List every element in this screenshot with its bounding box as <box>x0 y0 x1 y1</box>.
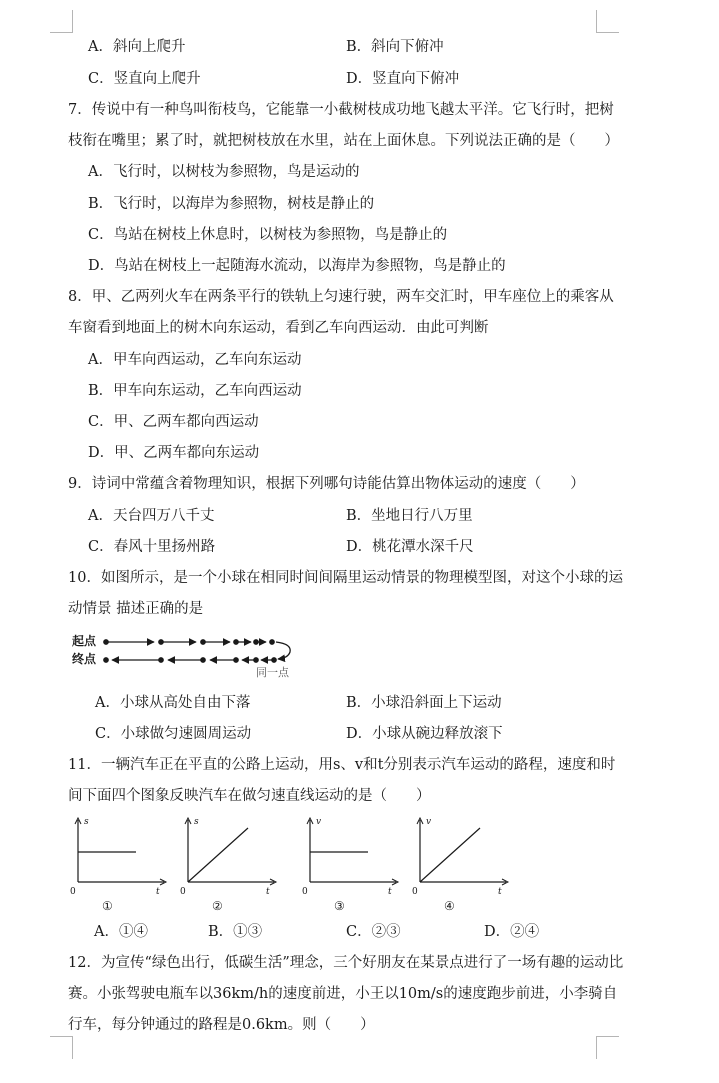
q12-stem-line2: 赛。小张驾驶电瓶车以36km/h的速度前进，小王以10m/s的速度跑步前进，小李骑自 <box>68 986 618 1002</box>
q10-forward-track <box>104 640 290 659</box>
q7-stem-line1: 7．传说中有一种鸟叫衔枝鸟，它能靠一小截树枝成功地飞越太平洋。它飞行时，把树 <box>68 102 614 118</box>
corner-mark-top-right <box>596 10 619 33</box>
q10-return-track <box>104 658 276 662</box>
q7-option-d: D．鸟站在树枝上一起随海水流动，以海岸为参照物，鸟是静止的 <box>88 258 506 274</box>
graph-x-label: t <box>266 887 270 897</box>
q10-option-d: D．小球从碗边释放滚下 <box>346 726 503 742</box>
q10-label-start: 起点 <box>72 634 97 648</box>
q10-motion-figure <box>70 630 310 680</box>
graph-axes <box>78 820 164 882</box>
q8-stem-line1: 8．甲、乙两列火车在两条平行的铁轨上匀速行驶，两车交汇时，甲车座位上的乘客从 <box>68 289 614 305</box>
q11-graph-3 <box>302 817 398 913</box>
graph-axes <box>310 820 396 882</box>
graph-x-label: t <box>156 887 160 897</box>
q6-option-a: A．斜向上爬升 <box>88 39 186 55</box>
q6-option-b: B．斜向下俯冲 <box>346 39 444 55</box>
graph-origin: 0 <box>70 887 76 897</box>
graph-origin: 0 <box>180 887 186 897</box>
graph-axes <box>188 820 274 882</box>
q9-option-d: D．桃花潭水深千尺 <box>346 539 474 555</box>
graph-axes <box>420 820 506 882</box>
q11-option-d: D．②④ <box>484 924 540 940</box>
q6-option-d: D．竖直向下俯冲 <box>346 71 460 87</box>
q10-option-b: B．小球沿斜面上下运动 <box>346 695 502 711</box>
graph-origin: 0 <box>412 887 418 897</box>
q11-graph-1 <box>70 817 166 913</box>
q11-stem-line2: 间下面四个图象反映汽车在做匀速直线运动的是（ ） <box>68 788 431 804</box>
q11-stem-line1: 11．一辆汽车正在平直的公路上运动，用s、v和t分别表示汽车运动的路程，速度和时 <box>68 757 616 773</box>
q7-option-c: C．鸟站在树枝上休息时，以树枝为参照物，鸟是静止的 <box>88 227 448 243</box>
graph-line <box>420 828 480 882</box>
q11-graph-2 <box>180 817 276 913</box>
q7-option-a: A．飞行时，以树枝为参照物，鸟是运动的 <box>88 164 360 180</box>
q8-stem-line2: 车窗看到地面上的树木向东运动，看到乙车向西运动．由此可判断 <box>68 320 489 336</box>
graph-y-label: s <box>84 817 89 827</box>
q10-option-a: A．小球从高处自由下落 <box>95 695 251 711</box>
q7-option-b: B．飞行时，以海岸为参照物，树枝是静止的 <box>88 196 375 212</box>
graph-number: ② <box>212 899 223 913</box>
q10-option-c: C．小球做匀速圆周运动 <box>95 726 252 742</box>
q9-option-a: A．天台四万八千丈 <box>88 508 215 524</box>
graph-y-label: s <box>194 817 199 827</box>
q10-stem-line1: 10．如图所示，是一个小球在相同时间间隔里运动情景的物理模型图，对这个小球的运 <box>68 570 623 586</box>
q12-stem-line3: 行车，每分钟通过的路程是0.6km。则（ ） <box>68 1017 375 1033</box>
q7-stem-line2: 枝衔在嘴里；累了时，就把树枝放在水里，站在上面休息。下列说法正确的是（ ） <box>68 133 619 149</box>
graph-number: ③ <box>334 899 345 913</box>
q10-stem-line2: 动情景 描述正确的是 <box>68 601 204 617</box>
q11-graphs <box>60 812 510 914</box>
q11-option-c: C．②③ <box>346 924 401 940</box>
graph-origin: 0 <box>302 887 308 897</box>
q12-stem-line1: 12．为宣传“绿色出行，低碳生活”理念，三个好朋友在某景点进行了一场有趣的运动比 <box>68 955 624 971</box>
graph-y-label: v <box>316 817 322 827</box>
q8-option-b: B．甲车向东运动，乙车向西运动 <box>88 383 302 399</box>
q8-option-c: C．甲、乙两车都向西运动 <box>88 414 259 430</box>
q8-option-d: D．甲、乙两车都向东运动 <box>88 445 260 461</box>
graph-x-label: t <box>498 887 502 897</box>
graph-number: ① <box>102 899 113 913</box>
q11-option-a: A．①④ <box>94 924 148 940</box>
graph-y-label: v <box>426 817 432 827</box>
q10-label-same-point: 同一点 <box>256 666 289 679</box>
q9-stem-line1: 9．诗词中常蕴含着物理知识，根据下列哪句诗能估算出物体运动的速度（ ） <box>68 476 585 492</box>
q9-option-c: C．春风十里扬州路 <box>88 539 216 555</box>
corner-mark-bottom-right <box>596 1036 619 1059</box>
corner-mark-bottom-left <box>50 1036 73 1059</box>
q10-label-end: 终点 <box>72 652 97 666</box>
q11-option-b: B．①③ <box>208 924 263 940</box>
q11-graph-4 <box>412 817 508 913</box>
graph-line <box>188 828 248 882</box>
q8-option-a: A．甲车向西运动，乙车向东运动 <box>88 352 302 368</box>
q6-option-c: C．竖直向上爬升 <box>88 71 201 87</box>
corner-mark-top-left <box>50 10 73 33</box>
q9-option-b: B．坐地日行八万里 <box>346 508 473 524</box>
graph-number: ④ <box>444 899 455 913</box>
graph-x-label: t <box>388 887 392 897</box>
